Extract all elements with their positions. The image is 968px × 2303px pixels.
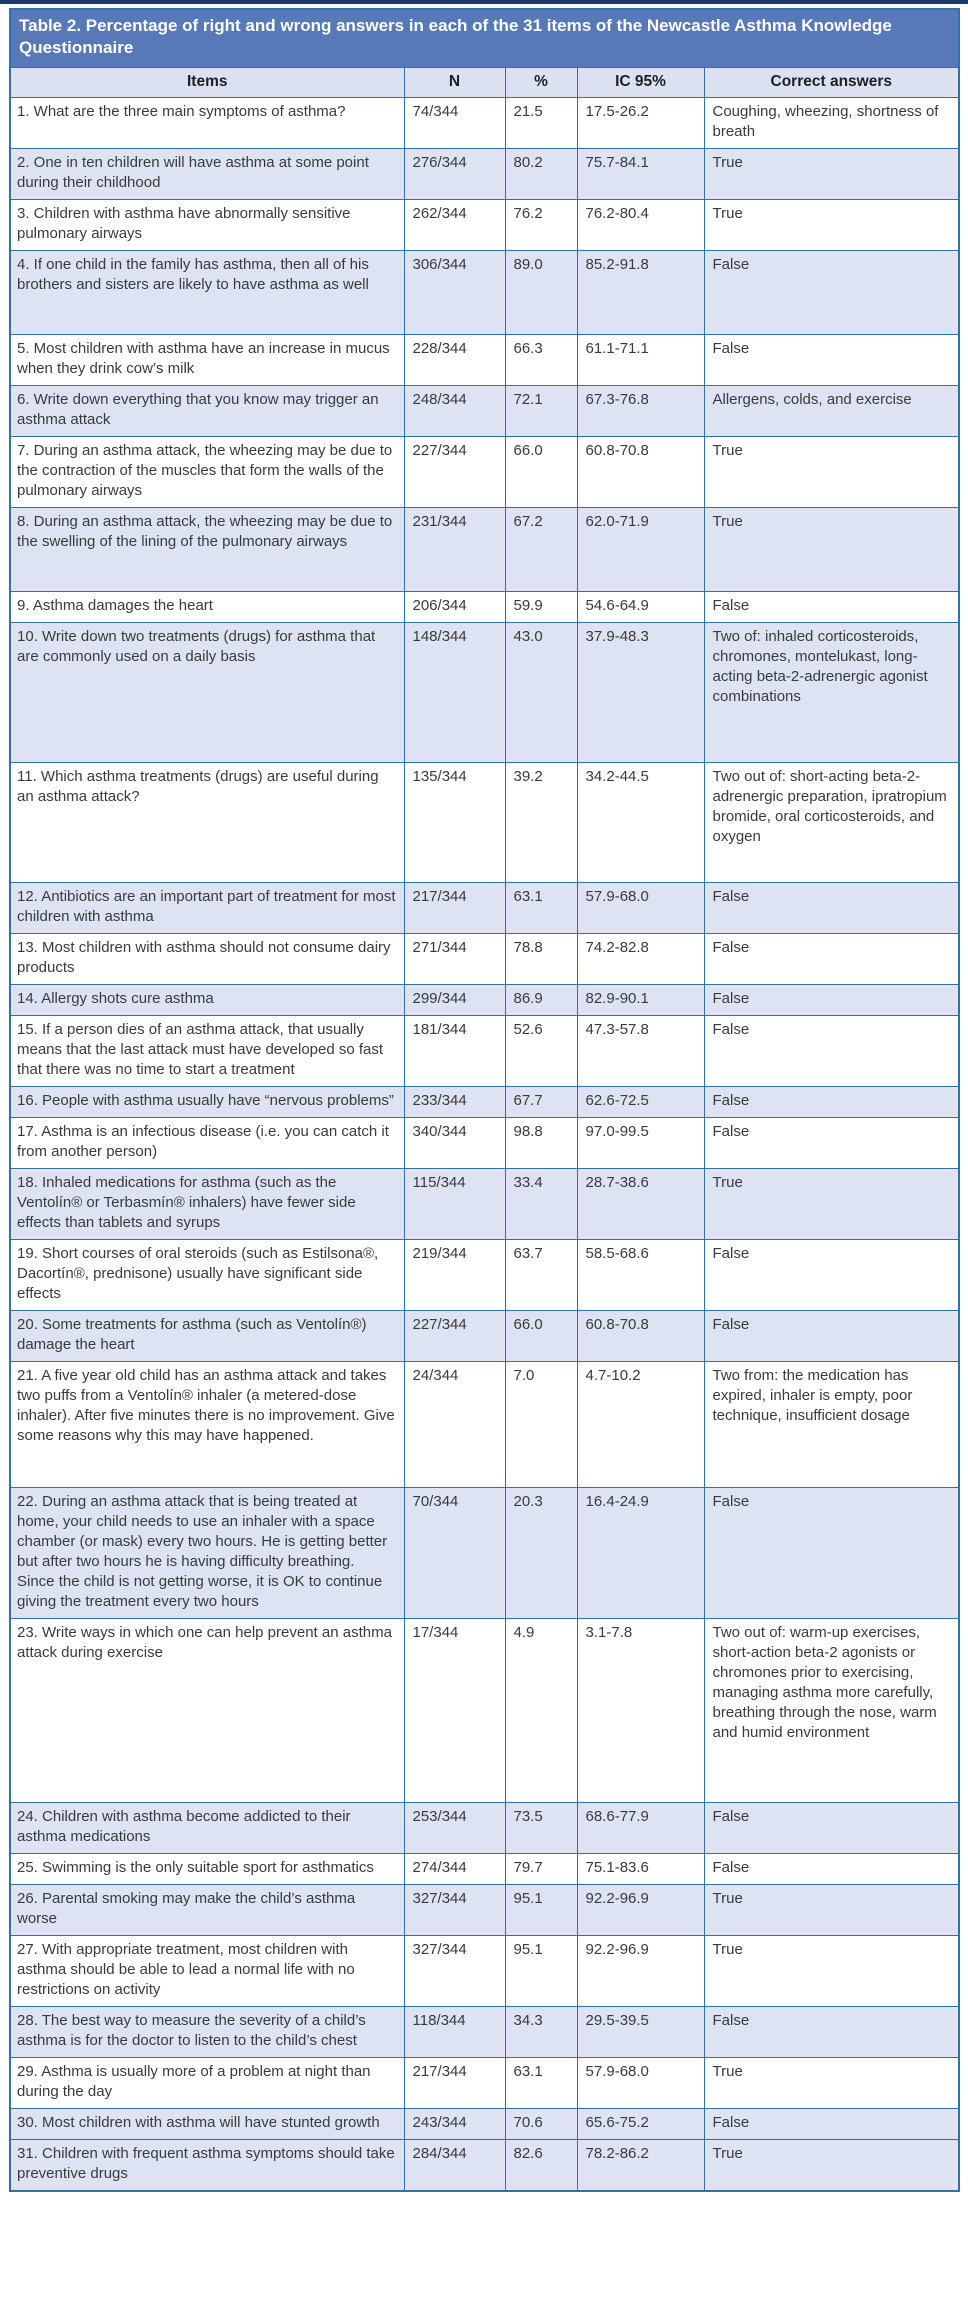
table-row: [10, 1488, 959, 1619]
item-cell: 12. Antibiotics are an important part of treatment for most children with asthma: [10, 883, 404, 934]
answer-cell: True: [704, 1936, 959, 2007]
answer-cell: False: [704, 335, 959, 386]
ci-cell: 82.9-90.1: [577, 985, 704, 1016]
percent-cell: 34.3: [505, 2007, 577, 2058]
percent-cell: 33.4: [505, 1169, 577, 1240]
answer-cell: False: [704, 1016, 959, 1087]
table-row: [10, 2007, 959, 2058]
percent-cell: 63.7: [505, 1240, 577, 1311]
table-row: [10, 985, 959, 1016]
ci-cell: 29.5-39.5: [577, 2007, 704, 2058]
item-cell: 11. Which asthma treatments (drugs) are useful during an asthma attack?: [10, 763, 404, 883]
answer-cell: False: [704, 985, 959, 1016]
percent-cell: 63.1: [505, 2058, 577, 2109]
n-cell: 217/344: [404, 2058, 505, 2109]
table-row: [10, 1169, 959, 1240]
ci-cell: 28.7-38.6: [577, 1169, 704, 1240]
percent-cell: 82.6: [505, 2140, 577, 2192]
answer-cell: False: [704, 1087, 959, 1118]
n-cell: 70/344: [404, 1488, 505, 1619]
table-row: [10, 2058, 959, 2109]
ci-cell: 62.6-72.5: [577, 1087, 704, 1118]
item-cell: 31. Children with frequent asthma symptoms should take preventive drugs: [10, 2140, 404, 2192]
ci-cell: 75.1-83.6: [577, 1854, 704, 1885]
table-row: [10, 1936, 959, 2007]
n-cell: 253/344: [404, 1803, 505, 1854]
item-cell: 8. During an asthma attack, the wheezing may be due to the swelling of the lining of the pulmonary airways: [10, 508, 404, 592]
ci-cell: 75.7-84.1: [577, 149, 704, 200]
item-cell: 18. Inhaled medications for asthma (such as the Ventolín® or Terbasmín® inhalers) have fewer side effects than tablets and syrups: [10, 1169, 404, 1240]
table-row: [10, 98, 959, 149]
n-cell: 115/344: [404, 1169, 505, 1240]
table-row: [10, 1854, 959, 1885]
n-cell: 217/344: [404, 883, 505, 934]
item-cell: 30. Most children with asthma will have stunted growth: [10, 2109, 404, 2140]
ci-cell: 92.2-96.9: [577, 1936, 704, 2007]
ci-cell: 85.2-91.8: [577, 251, 704, 335]
ci-cell: 34.2-44.5: [577, 763, 704, 883]
percent-cell: 7.0: [505, 1362, 577, 1488]
answer-cell: Coughing, wheezing, shortness of breath: [704, 98, 959, 149]
n-cell: 24/344: [404, 1362, 505, 1488]
table-row: [10, 1803, 959, 1854]
n-cell: 135/344: [404, 763, 505, 883]
ci-cell: 61.1-71.1: [577, 335, 704, 386]
item-cell: 29. Asthma is usually more of a problem at night than during the day: [10, 2058, 404, 2109]
answer-cell: Two out of: warm-up exercises, short-action beta-2 agonists or chromones prior to exercising, managing asthma more carefully, breathing through the nose, warm and humid environment: [704, 1619, 959, 1803]
n-cell: 228/344: [404, 335, 505, 386]
answer-cell: Allergens, colds, and exercise: [704, 386, 959, 437]
percent-cell: 67.2: [505, 508, 577, 592]
answer-cell: False: [704, 592, 959, 623]
n-cell: 148/344: [404, 623, 505, 763]
table-title: Table 2. Percentage of right and wrong answers in each of the 31 items of the Newcastle Asthma Knowledge Questionnaire: [10, 9, 959, 67]
table-row: [10, 1118, 959, 1169]
answer-cell: False: [704, 1240, 959, 1311]
answer-cell: True: [704, 1169, 959, 1240]
n-cell: 219/344: [404, 1240, 505, 1311]
table-row: [10, 437, 959, 508]
answer-cell: True: [704, 200, 959, 251]
item-cell: 7. During an asthma attack, the wheezing may be due to the contraction of the muscles that form the walls of the pulmonary airways: [10, 437, 404, 508]
table-row: [10, 883, 959, 934]
n-cell: 17/344: [404, 1619, 505, 1803]
item-cell: 27. With appropriate treatment, most children with asthma should be able to lead a normal life with no restrictions on activity: [10, 1936, 404, 2007]
ci-cell: 58.5-68.6: [577, 1240, 704, 1311]
n-cell: 181/344: [404, 1016, 505, 1087]
percent-cell: 66.3: [505, 335, 577, 386]
table-row: [10, 335, 959, 386]
ci-cell: 16.4-24.9: [577, 1488, 704, 1619]
percent-cell: 95.1: [505, 1885, 577, 1936]
column-header-n: N: [404, 67, 505, 97]
table-title-row: [10, 9, 959, 67]
answer-cell: False: [704, 2007, 959, 2058]
percent-cell: 4.9: [505, 1619, 577, 1803]
answer-cell: Two of: inhaled corticosteroids, chromones, montelukast, long-acting beta-2-adrenergic agonist combinations: [704, 623, 959, 763]
item-cell: 25. Swimming is the only suitable sport for asthmatics: [10, 1854, 404, 1885]
n-cell: 206/344: [404, 592, 505, 623]
table-row: [10, 386, 959, 437]
answer-cell: True: [704, 149, 959, 200]
table-row: [10, 1311, 959, 1362]
percent-cell: 43.0: [505, 623, 577, 763]
item-cell: 5. Most children with asthma have an increase in mucus when they drink cow’s milk: [10, 335, 404, 386]
ci-cell: 92.2-96.9: [577, 1885, 704, 1936]
item-cell: 1. What are the three main symptoms of asthma?: [10, 98, 404, 149]
ci-cell: 78.2-86.2: [577, 2140, 704, 2192]
n-cell: 306/344: [404, 251, 505, 335]
ci-cell: 97.0-99.5: [577, 1118, 704, 1169]
table-row: [10, 934, 959, 985]
column-header-ic95: IC 95%: [577, 67, 704, 97]
percent-cell: 21.5: [505, 98, 577, 149]
ci-cell: 76.2-80.4: [577, 200, 704, 251]
table-body: [10, 98, 959, 2192]
percent-cell: 67.7: [505, 1087, 577, 1118]
percent-cell: 79.7: [505, 1854, 577, 1885]
percent-cell: 86.9: [505, 985, 577, 1016]
table-row: [10, 592, 959, 623]
table-row: [10, 1885, 959, 1936]
n-cell: 118/344: [404, 2007, 505, 2058]
table-row: [10, 149, 959, 200]
answer-cell: Two out of: short-acting beta-2-adrenergic preparation, ipratropium bromide, oral corticosteroids, and oxygen: [704, 763, 959, 883]
percent-cell: 39.2: [505, 763, 577, 883]
table-row: [10, 763, 959, 883]
percent-cell: 98.8: [505, 1118, 577, 1169]
ci-cell: 67.3-76.8: [577, 386, 704, 437]
percent-cell: 73.5: [505, 1803, 577, 1854]
ci-cell: 68.6-77.9: [577, 1803, 704, 1854]
percent-cell: 78.8: [505, 934, 577, 985]
item-cell: 9. Asthma damages the heart: [10, 592, 404, 623]
n-cell: 276/344: [404, 149, 505, 200]
n-cell: 227/344: [404, 437, 505, 508]
item-cell: 19. Short courses of oral steroids (such as Estilsona®, Dacortín®, prednisone) usually have significant side effects: [10, 1240, 404, 1311]
answer-cell: True: [704, 2140, 959, 2192]
ci-cell: 3.1-7.8: [577, 1619, 704, 1803]
n-cell: 284/344: [404, 2140, 505, 2192]
n-cell: 227/344: [404, 1311, 505, 1362]
ci-cell: 4.7-10.2: [577, 1362, 704, 1488]
item-cell: 13. Most children with asthma should not consume dairy products: [10, 934, 404, 985]
answer-cell: False: [704, 1311, 959, 1362]
item-cell: 24. Children with asthma become addicted to their asthma medications: [10, 1803, 404, 1854]
percent-cell: 63.1: [505, 883, 577, 934]
n-cell: 248/344: [404, 386, 505, 437]
column-header-percent: %: [505, 67, 577, 97]
answer-cell: True: [704, 2058, 959, 2109]
ci-cell: 62.0-71.9: [577, 508, 704, 592]
item-cell: 2. One in ten children will have asthma at some point during their childhood: [10, 149, 404, 200]
percent-cell: 59.9: [505, 592, 577, 623]
item-cell: 21. A five year old child has an asthma attack and takes two puffs from a Ventolín® inhaler (a metered-dose inhaler). After five minutes there is no improvement. Give some reasons why this may have happened.: [10, 1362, 404, 1488]
table-row: [10, 1240, 959, 1311]
n-cell: 327/344: [404, 1885, 505, 1936]
percent-cell: 70.6: [505, 2109, 577, 2140]
item-cell: 28. The best way to measure the severity of a child’s asthma is for the doctor to listen to the child’s chest: [10, 2007, 404, 2058]
table-container: [0, 4, 968, 2204]
ci-cell: 57.9-68.0: [577, 2058, 704, 2109]
n-cell: 231/344: [404, 508, 505, 592]
answer-cell: False: [704, 1488, 959, 1619]
answer-cell: True: [704, 508, 959, 592]
ci-cell: 54.6-64.9: [577, 592, 704, 623]
item-cell: 26. Parental smoking may make the child’s asthma worse: [10, 1885, 404, 1936]
ci-cell: 60.8-70.8: [577, 1311, 704, 1362]
n-cell: 274/344: [404, 1854, 505, 1885]
answer-cell: False: [704, 934, 959, 985]
item-cell: 4. If one child in the family has asthma, then all of his brothers and sisters are likely to have asthma as well: [10, 251, 404, 335]
n-cell: 74/344: [404, 98, 505, 149]
ci-cell: 37.9-48.3: [577, 623, 704, 763]
answer-cell: Two from: the medication has expired, inhaler is empty, poor technique, insufficient dosage: [704, 1362, 959, 1488]
ci-cell: 17.5-26.2: [577, 98, 704, 149]
table-row: [10, 1619, 959, 1803]
table-row: [10, 1087, 959, 1118]
item-cell: 14. Allergy shots cure asthma: [10, 985, 404, 1016]
table-row: [10, 2140, 959, 2192]
n-cell: 262/344: [404, 200, 505, 251]
answer-cell: True: [704, 437, 959, 508]
newcastle-asthma-knowledge-table: [9, 8, 960, 2192]
item-cell: 10. Write down two treatments (drugs) for asthma that are commonly used on a daily basis: [10, 623, 404, 763]
table-row: [10, 200, 959, 251]
n-cell: 327/344: [404, 1936, 505, 2007]
item-cell: 3. Children with asthma have abnormally sensitive pulmonary airways: [10, 200, 404, 251]
percent-cell: 76.2: [505, 200, 577, 251]
percent-cell: 95.1: [505, 1936, 577, 2007]
table-row: [10, 251, 959, 335]
n-cell: 233/344: [404, 1087, 505, 1118]
percent-cell: 72.1: [505, 386, 577, 437]
table-row: [10, 2109, 959, 2140]
item-cell: 23. Write ways in which one can help prevent an asthma attack during exercise: [10, 1619, 404, 1803]
percent-cell: 66.0: [505, 437, 577, 508]
ci-cell: 47.3-57.8: [577, 1016, 704, 1087]
column-header-row: [10, 67, 959, 97]
ci-cell: 60.8-70.8: [577, 437, 704, 508]
item-cell: 20. Some treatments for asthma (such as Ventolín®) damage the heart: [10, 1311, 404, 1362]
item-cell: 17. Asthma is an infectious disease (i.e. you can catch it from another person): [10, 1118, 404, 1169]
item-cell: 6. Write down everything that you know may trigger an asthma attack: [10, 386, 404, 437]
percent-cell: 89.0: [505, 251, 577, 335]
answer-cell: False: [704, 1803, 959, 1854]
percent-cell: 66.0: [505, 1311, 577, 1362]
percent-cell: 80.2: [505, 149, 577, 200]
table-row: [10, 623, 959, 763]
item-cell: 16. People with asthma usually have “nervous problems”: [10, 1087, 404, 1118]
column-header-items: Items: [10, 67, 404, 97]
n-cell: 271/344: [404, 934, 505, 985]
answer-cell: True: [704, 1885, 959, 1936]
answer-cell: False: [704, 1854, 959, 1885]
answer-cell: False: [704, 883, 959, 934]
table-row: [10, 508, 959, 592]
answer-cell: False: [704, 251, 959, 335]
item-cell: 15. If a person dies of an asthma attack, that usually means that the last attack must have developed so fast that there was no time to start a treatment: [10, 1016, 404, 1087]
item-cell: 22. During an asthma attack that is being treated at home, your child needs to use an inhaler with a space chamber (or mask) every two hours. He is getting better but after two hours he is having difficulty breathing. Since the child is not getting worse, it is OK to continue giving the treatment every two hours: [10, 1488, 404, 1619]
n-cell: 340/344: [404, 1118, 505, 1169]
n-cell: 243/344: [404, 2109, 505, 2140]
ci-cell: 74.2-82.8: [577, 934, 704, 985]
percent-cell: 20.3: [505, 1488, 577, 1619]
n-cell: 299/344: [404, 985, 505, 1016]
ci-cell: 65.6-75.2: [577, 2109, 704, 2140]
percent-cell: 52.6: [505, 1016, 577, 1087]
table-row: [10, 1362, 959, 1488]
ci-cell: 57.9-68.0: [577, 883, 704, 934]
column-header-correct-answers: Correct answers: [704, 67, 959, 97]
answer-cell: False: [704, 1118, 959, 1169]
answer-cell: False: [704, 2109, 959, 2140]
table-row: [10, 1016, 959, 1087]
